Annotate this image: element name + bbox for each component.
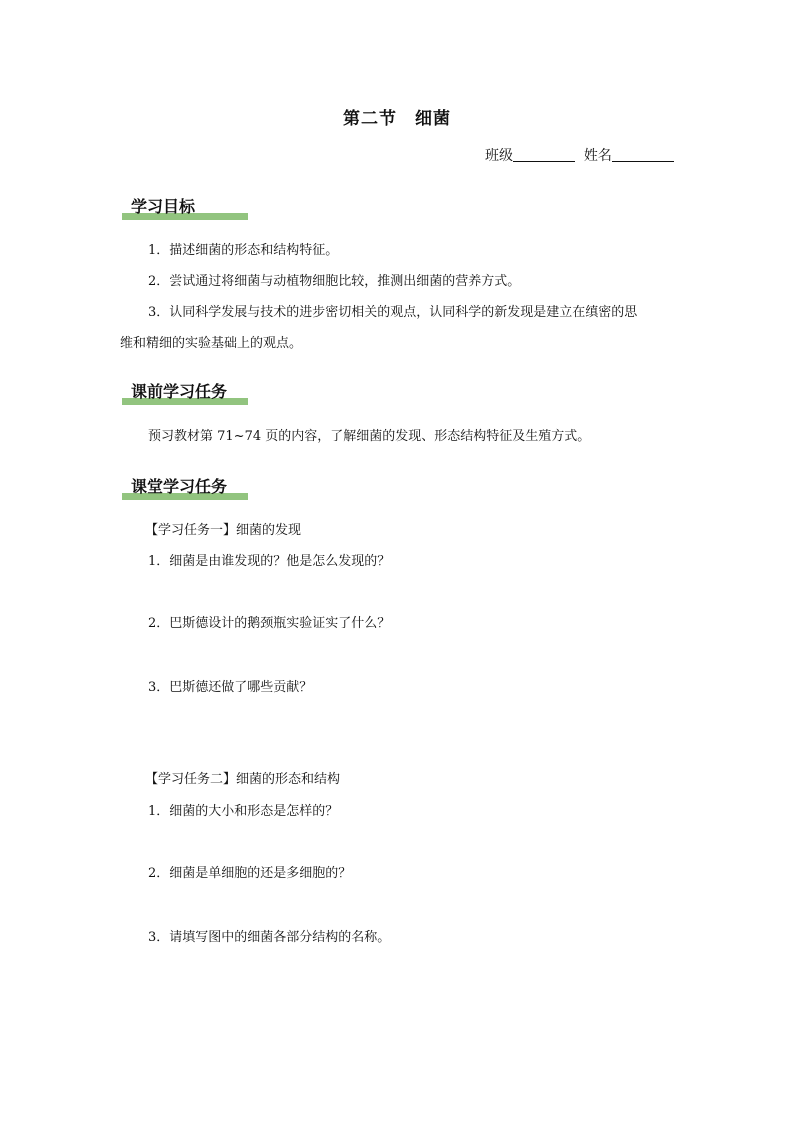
task1-title: 【学习任务一】细菌的发现 — [145, 523, 302, 538]
student-info — [485, 145, 674, 165]
task1-question: 3．巴斯德还做了哪些贡献？ — [148, 680, 313, 695]
objective-item-continued: 维和精细的实验基础上的观点。 — [120, 336, 303, 351]
section-heading-classroom — [122, 474, 248, 500]
section-heading-label: 课前学习任务 — [131, 382, 228, 401]
section-heading-label: 课堂学习任务 — [131, 477, 228, 496]
class-label: 班级 — [485, 148, 513, 164]
section-heading-label: 学习目标 — [131, 197, 196, 216]
task1-question: 1．细菌是由谁发现的？他是怎么发现的？ — [148, 554, 391, 569]
preview-text: 预习教材第 71~74 页的内容，了解细菌的发现、形态结构特征及生殖方式。 — [148, 429, 591, 444]
objective-item: 1．描述细菌的形态和结构特征。 — [148, 243, 339, 258]
name-label: 姓名 — [583, 148, 612, 164]
objective-item: 3．认同科学发展与技术的进步密切相关的观点，认同科学的新发现是建立在缜密的思 — [148, 305, 638, 320]
objective-item: 2．尝试通过将细菌与动植物细胞比较，推测出细菌的营养方式。 — [148, 274, 521, 289]
task1-question: 2．巴斯德设计的鹅颈瓶实验证实了什么？ — [148, 616, 391, 631]
name-blank[interactable] — [612, 147, 674, 162]
section-heading-objectives — [122, 194, 248, 220]
class-blank[interactable] — [513, 147, 575, 162]
task2-question: 3．请填写图中的细菌各部分结构的名称。 — [148, 930, 391, 945]
section-heading-preview — [122, 379, 248, 405]
task2-title: 【学习任务二】细菌的形态和结构 — [145, 772, 341, 787]
task2-question: 2．细菌是单细胞的还是多细胞的？ — [148, 866, 352, 881]
page-title: 第二节 细菌 — [343, 109, 451, 129]
task2-question: 1．细菌的大小和形态是怎样的？ — [148, 804, 339, 819]
